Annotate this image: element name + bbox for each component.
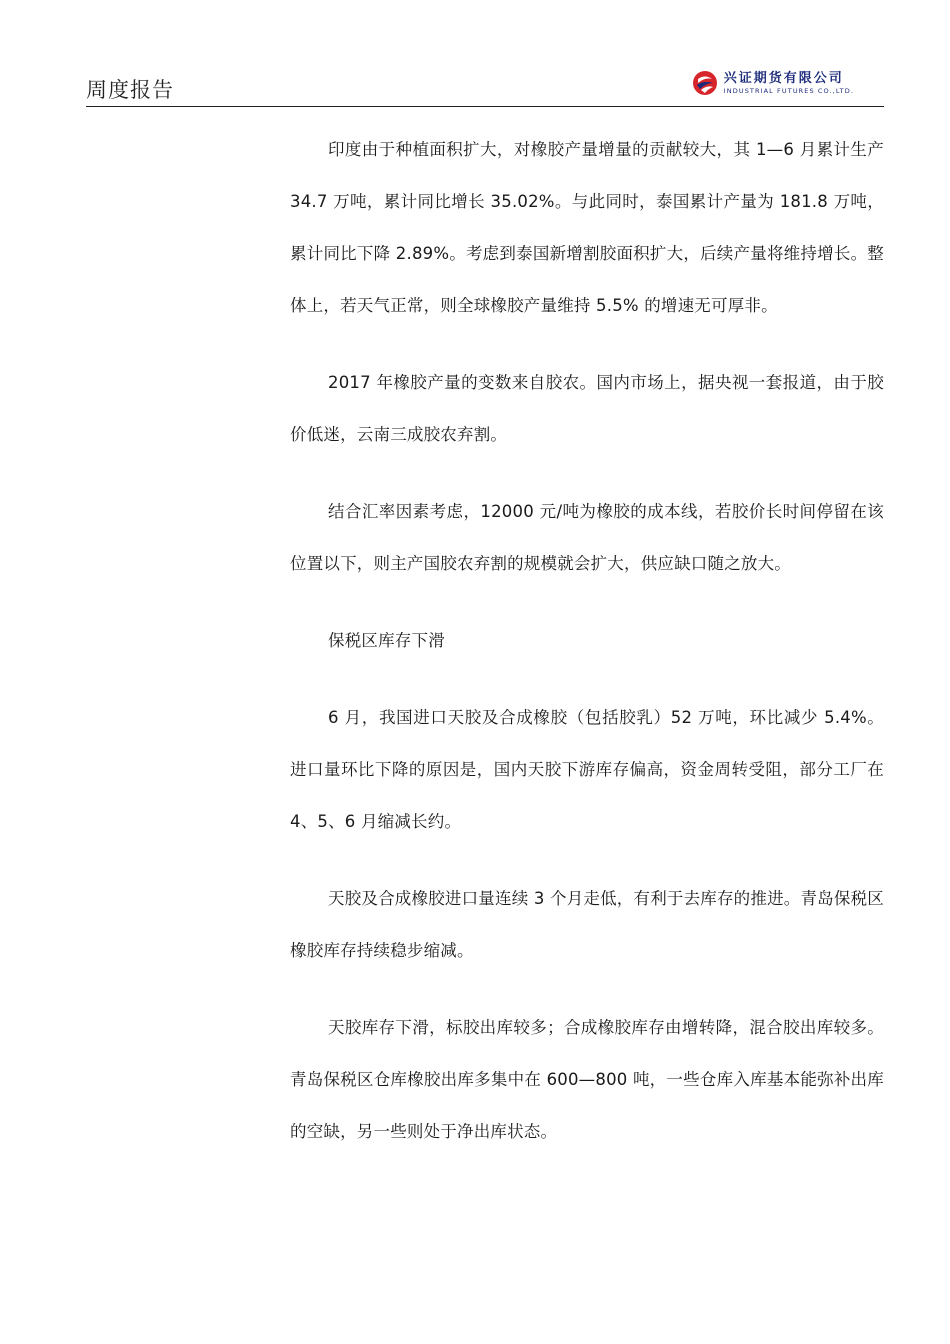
paragraph-india-thailand-output: 印度由于种植面积扩大，对橡胶产量增量的贡献较大，其 1—6 月累计生产 34.7 万吨，累计同比增长 35.02%。与此同时，泰国累计产量为 181.8 万吨，累计同比下降 2.89%。考虑到泰国新增割胶面积扩大，后续产量将维持增长。整体上，若天气正常，则全球橡胶产量维持 5.5% 的增速无可厚非。 [290,140,884,315]
paragraph-cost-line: 结合汇率因素考虑，12000 元/吨为橡胶的成本线，若胶价长时间停留在该位置以下，则主产国胶农弃割的规模就会扩大，供应缺口随之放大。 [290,502,884,573]
section-heading-bonded-inventory: 保税区库存下滑 [328,631,445,650]
report-body [290,124,884,1183]
company-logo-text [724,72,854,95]
company-logo-icon [692,70,718,96]
paragraph-june-imports: 6 月，我国进口天胶及合成橡胶（包括胶乳）52 万吨，环比减少 5.4%。进口量环比下降的原因是，国内天胶下游库存偏高，资金周转受阻，部分工厂在 4、5、6 月缩减长约。 [290,708,884,831]
paragraph-2017-farmers: 2017 年橡胶产量的变数来自胶农。国内市场上，据央视一套报道，由于胶价低迷，云南三成胶农弃割。 [290,373,884,444]
report-type-title: 周度报告 [86,78,174,102]
paragraph-import-decline: 天胶及合成橡胶进口量连续 3 个月走低，有利于去库存的推进。青岛保税区橡胶库存持续稳步缩减。 [290,889,884,960]
paragraph-inventory-outflow: 天胶库存下滑，标胶出库较多；合成橡胶库存由增转降，混合胶出库较多。青岛保税区仓库橡胶出库多集中在 600—800 吨，一些仓库入库基本能弥补出库的空缺，另一些则处于净出库状态。 [290,1018,884,1141]
page-header [86,60,884,107]
company-name-en: INDUSTRIAL FUTURES CO.,LTD. [723,86,854,95]
company-name-cn: 兴证期货有限公司 [723,70,844,86]
company-logo [692,68,854,98]
